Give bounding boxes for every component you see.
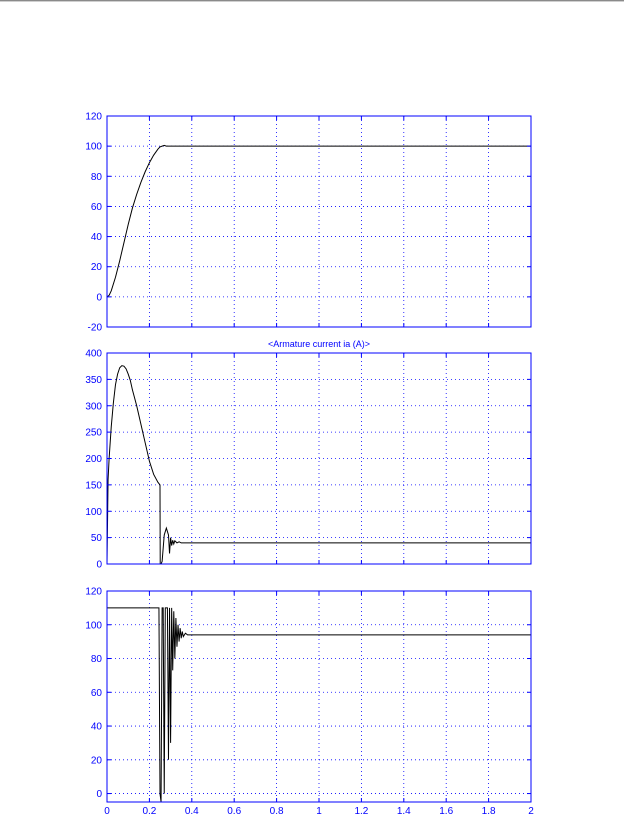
y-tick-label: 50 [90,533,102,545]
y-tick-label: 100 [85,506,102,518]
y-tick-label: 120 [85,111,102,123]
y-tick-label: 20 [90,755,102,767]
y-tick-label: 150 [85,480,102,492]
plot-area [107,116,531,327]
x-tick-label: 1 [316,806,322,817]
x-tick-label: 1.8 [481,806,496,817]
x-tick-label: 1.6 [439,806,454,817]
x-tick-label: 1.2 [354,806,369,817]
plot-voltage-response [85,587,534,818]
y-tick-label: 250 [85,427,102,439]
y-tick-label: 60 [90,687,102,699]
y-tick-label: 0 [96,292,102,304]
y-tick-label: 100 [85,141,102,153]
y-tick-label: 20 [90,262,102,274]
y-tick-label: 0 [96,789,102,801]
y-tick-label: 300 [85,401,102,413]
y-tick-label: 40 [90,232,102,244]
y-tick-label: 200 [85,454,102,465]
y-tick-label: 100 [85,620,102,632]
y-tick-label: -20 [87,322,102,334]
y-tick-label: 350 [85,374,102,386]
plot-position-response [85,112,531,334]
y-tick-label: 0 [96,559,102,571]
x-tick-label: 0.6 [227,806,242,817]
chart-title: <Armature current ia (A)> [267,339,371,349]
x-tick-label: 0.8 [269,806,284,817]
y-tick-label: 60 [90,201,102,213]
x-tick-label: 1.4 [396,806,411,817]
y-tick-label: 80 [90,654,102,666]
x-tick-label: 0 [104,806,110,817]
x-tick-label: 0.4 [184,806,199,817]
plot-armature-current [85,339,531,571]
x-tick-label: 0.2 [142,806,157,817]
y-tick-label: 40 [90,721,102,733]
y-tick-label: 80 [90,171,102,183]
x-tick-label: 2 [528,806,534,817]
y-tick-label: 120 [85,586,102,598]
y-tick-label: 400 [85,348,102,360]
